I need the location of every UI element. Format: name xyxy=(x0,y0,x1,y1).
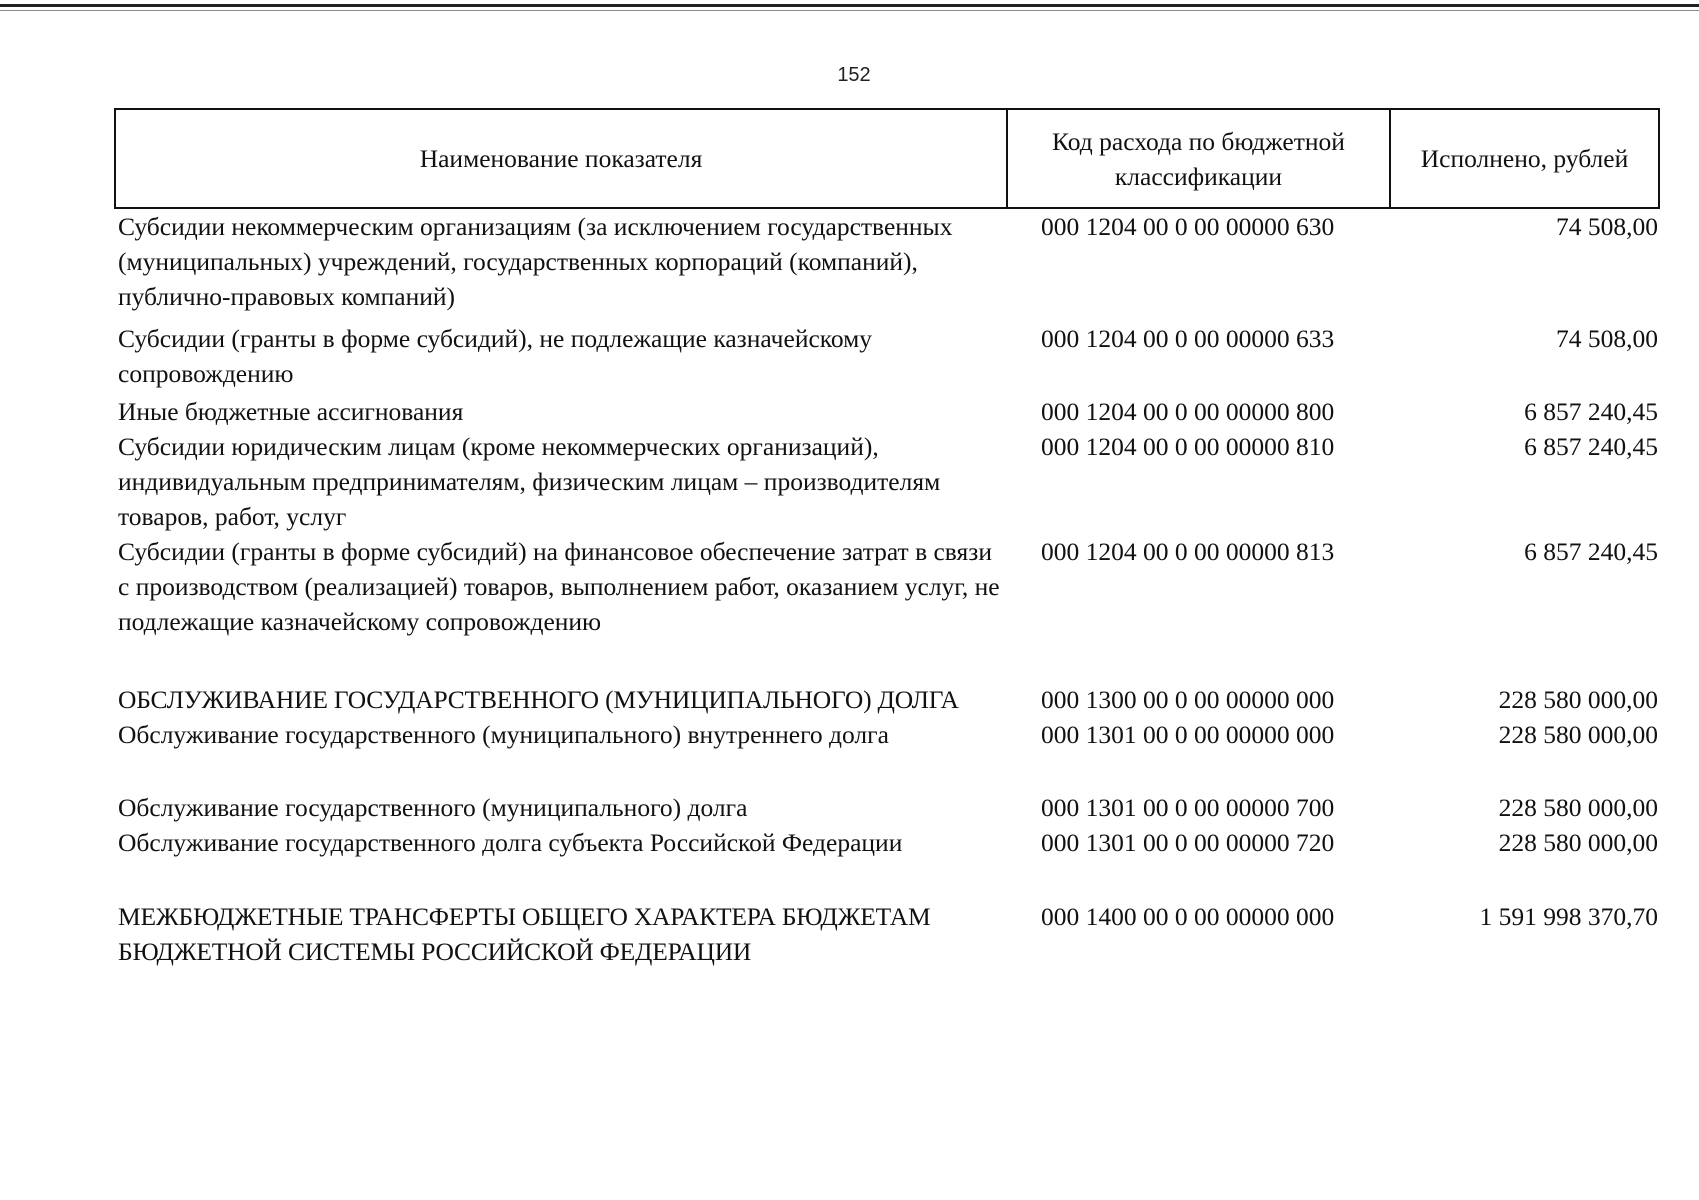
table-body xyxy=(114,209,1660,969)
row-name: МЕЖБЮДЖЕТНЫЕ ТРАНСФЕРТЫ ОБЩЕГО ХАРАКТЕРА БЮДЖЕТАМ БЮДЖЕТНОЙ СИСТЕМЫ РОССИЙСКОЙ ФЕДЕРАЦИИ xyxy=(118,902,931,966)
row-code: 000 1204 00 0 00 00000 630 xyxy=(1041,212,1335,241)
table-row xyxy=(114,717,1660,752)
header-code: Код расхода по бюджетной классификации xyxy=(1008,110,1391,207)
table-row xyxy=(114,394,1660,429)
row-name: Обслуживание государственного долга субъекта Российской Федерации xyxy=(118,828,903,857)
page-top-rule-thin xyxy=(0,10,1699,11)
table-row xyxy=(114,825,1660,860)
row-name: Субсидии юридическим лицам (кроме некоммерческих организаций), индивидуальным предпринимателям, физическим лицам – производителям товаров, работ, услуг xyxy=(118,432,941,531)
header-amount: Исполнено, рублей xyxy=(1420,144,1629,173)
row-code: 000 1204 00 0 00 00000 810 xyxy=(1041,432,1335,461)
table-header xyxy=(114,108,1660,209)
row-name: Субсидии (гранты в форме субсидий), не подлежащие казначейскому сопровождению xyxy=(118,324,873,388)
row-code: 000 1204 00 0 00 00000 800 xyxy=(1041,397,1335,426)
table-row xyxy=(114,790,1660,825)
table-row-section xyxy=(114,682,1660,717)
row-amount: 6 857 240,45 xyxy=(1524,432,1658,461)
row-name: Обслуживание государственного (муниципального) долга xyxy=(118,793,748,822)
row-code: 000 1301 00 0 00 00000 720 xyxy=(1041,828,1335,857)
table-row xyxy=(114,429,1660,534)
row-amount: 228 580 000,00 xyxy=(1498,828,1658,857)
table-row xyxy=(114,209,1660,314)
row-amount: 74 508,00 xyxy=(1556,212,1658,241)
page-top-rule xyxy=(0,4,1699,7)
row-amount: 74 508,00 xyxy=(1556,324,1658,353)
row-name: ОБСЛУЖИВАНИЕ ГОСУДАРСТВЕННОГО (МУНИЦИПАЛЬНОГО) ДОЛГА xyxy=(118,685,959,714)
row-code: 000 1301 00 0 00 00000 700 xyxy=(1041,793,1335,822)
table-row xyxy=(114,534,1660,639)
row-code: 000 1300 00 0 00 00000 000 xyxy=(1041,685,1335,714)
table-row-section xyxy=(114,899,1660,969)
row-amount: 228 580 000,00 xyxy=(1498,793,1658,822)
row-code: 000 1204 00 0 00 00000 813 xyxy=(1041,537,1335,566)
row-amount: 1 591 998 370,70 xyxy=(1479,902,1658,931)
row-amount: 228 580 000,00 xyxy=(1498,720,1658,749)
row-amount: 6 857 240,45 xyxy=(1524,397,1658,426)
row-code: 000 1301 00 0 00 00000 000 xyxy=(1041,720,1335,749)
row-amount: 6 857 240,45 xyxy=(1524,537,1658,566)
row-name: Субсидии (гранты в форме субсидий) на финансовое обеспечение затрат в связи с производством (реализацией) товаров, выполнением работ, оказанием услуг, не подлежащие казначейскому сопровождению xyxy=(118,537,1000,636)
row-amount: 228 580 000,00 xyxy=(1498,685,1658,714)
page-number: 152 xyxy=(837,64,871,86)
table-row xyxy=(114,321,1660,391)
row-name: Иные бюджетные ассигнования xyxy=(118,397,464,426)
row-name: Обслуживание государственного (муниципального) внутреннего долга xyxy=(118,720,889,749)
row-name: Субсидии некоммерческим организациям (за исключением государственных (муниципальных) учреждений, государственных корпораций (компаний), публично-правовых компаний) xyxy=(118,212,953,311)
row-code: 000 1400 00 0 00 00000 000 xyxy=(1041,902,1335,931)
row-code: 000 1204 00 0 00 00000 633 xyxy=(1041,324,1335,353)
header-name: Наименование показателя xyxy=(116,110,1008,207)
